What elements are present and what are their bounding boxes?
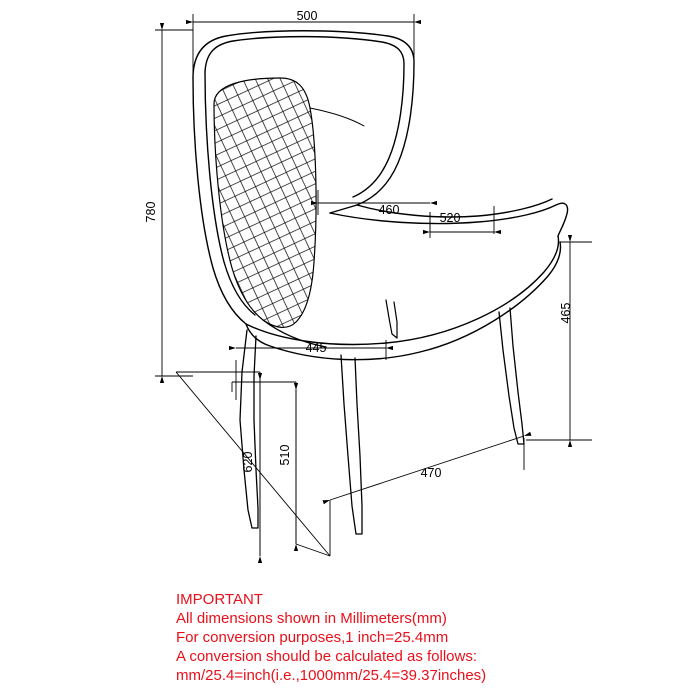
notes-line-1: All dimensions shown in Millimeters(mm) [176, 610, 447, 627]
dim-depth-470: 470 [420, 466, 442, 480]
dim-width-top: 500 [296, 9, 318, 23]
dim-seat-depth-460: 460 [378, 203, 400, 217]
notes-line-3: A conversion should be calculated as follows: [176, 648, 478, 665]
notes-heading: IMPORTANT [176, 591, 263, 608]
dim-height-overall: 780 [144, 201, 158, 223]
important-notes [176, 590, 596, 685]
dim-seat-height-465: 465 [559, 302, 573, 324]
dim-base-445: 445 [305, 341, 327, 355]
dim-depth-620: 620 [241, 451, 255, 473]
dim-seat-width-520: 520 [439, 211, 461, 225]
dimension-labels [144, 9, 573, 480]
notes-line-2: For conversion purposes,1 inch=25.4mm [176, 629, 449, 646]
notes-line-4: mm/25.4=inch(i.e.,1000mm/25.4=39.37inches) [176, 667, 487, 684]
dim-depth-510: 510 [278, 444, 292, 466]
